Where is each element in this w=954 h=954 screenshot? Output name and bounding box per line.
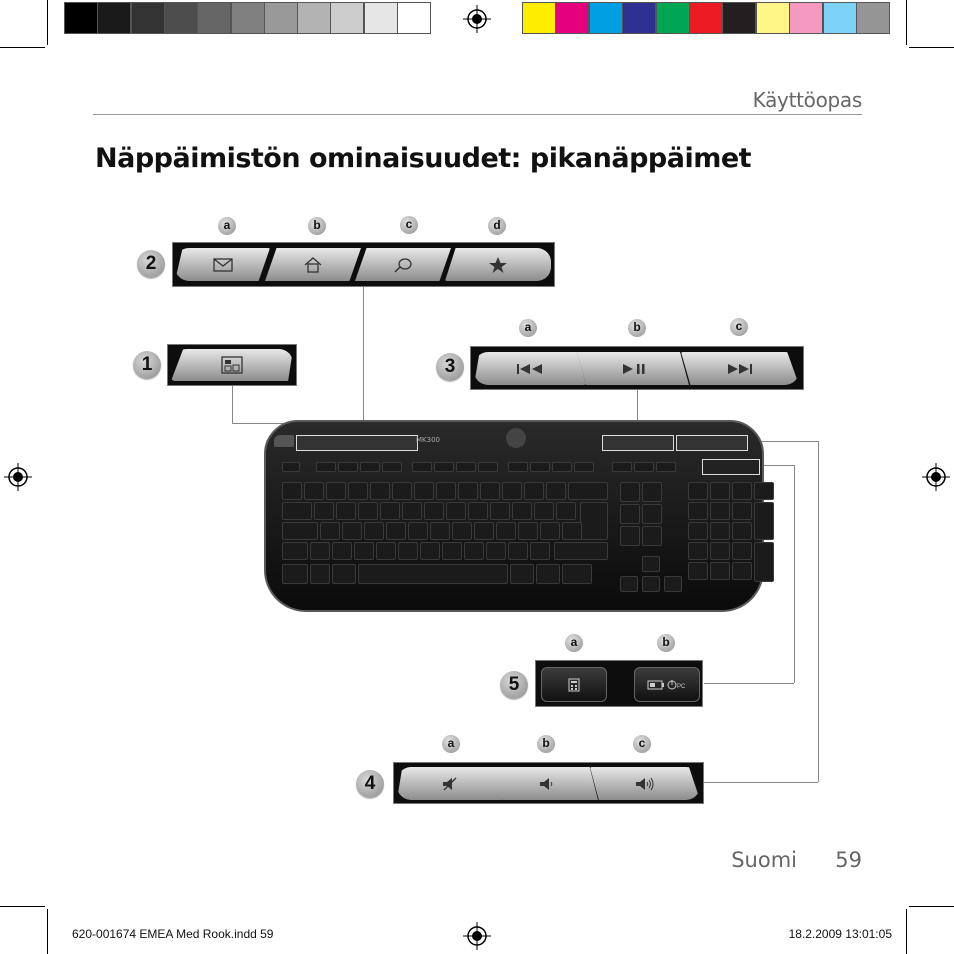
crop-mark <box>47 909 48 954</box>
keyboard-key <box>524 482 544 500</box>
registration-mark-icon <box>4 463 32 491</box>
keyboard-key <box>320 522 340 540</box>
keyboard-key <box>562 522 582 540</box>
keyboard-key <box>688 522 708 540</box>
keyboard-key <box>304 482 324 500</box>
keyboard-key <box>620 504 640 524</box>
keyboard-key <box>508 542 528 560</box>
process-swatch <box>823 2 857 34</box>
gray-swatch <box>97 2 131 34</box>
keyboard-key <box>338 462 358 472</box>
keyboard-key <box>710 502 730 520</box>
keyboard-key <box>530 542 550 560</box>
keyboard-key <box>556 502 576 520</box>
volume-keys-strip <box>393 762 704 804</box>
keyboard-key <box>442 542 462 560</box>
volume-up-key[interactable] <box>590 767 700 800</box>
keyboard-key <box>360 462 380 472</box>
connector-line <box>704 782 818 783</box>
media-controls-strip <box>470 346 804 390</box>
keyboard-key <box>710 522 730 540</box>
label-2d: d <box>488 217 506 235</box>
label-5b: b <box>657 634 675 652</box>
keyboard-key <box>326 482 346 500</box>
process-swatch <box>722 2 756 34</box>
keyboard-key <box>282 462 300 472</box>
crop-mark <box>906 909 907 954</box>
keyboard-key <box>620 526 640 546</box>
next-track-key[interactable] <box>681 352 799 385</box>
keyboard-key <box>382 462 402 472</box>
volume-controls-highlight <box>676 435 748 451</box>
internet-keys-highlight <box>296 435 418 451</box>
label-3a: a <box>519 319 537 337</box>
star-icon <box>488 256 508 274</box>
keyboard-key <box>620 576 638 592</box>
crop-mark <box>906 0 907 45</box>
keyboard-key <box>642 504 662 524</box>
keyboard-key <box>732 522 752 540</box>
keyboard-key <box>282 482 302 500</box>
keyboard-key <box>332 564 356 584</box>
process-swatch <box>555 2 589 34</box>
keyboard-key <box>732 482 752 500</box>
favorite-key[interactable] <box>445 248 551 281</box>
keyboard-key <box>468 502 488 520</box>
crop-mark <box>0 906 45 907</box>
keyboard-key <box>456 462 476 472</box>
gray-swatch <box>164 2 198 34</box>
gray-swatch <box>297 2 331 34</box>
keyboard-key <box>392 482 412 500</box>
keyboard-key <box>486 542 506 560</box>
connector-line <box>794 465 795 683</box>
keyboard-key <box>370 482 390 500</box>
mute-key[interactable] <box>397 767 503 800</box>
keyboard-key <box>574 462 594 472</box>
keyboard-key <box>562 564 592 584</box>
search-key[interactable] <box>355 248 451 281</box>
keyboard-key <box>446 502 466 520</box>
keyboard-key <box>358 564 508 584</box>
keyboard-key <box>688 502 708 520</box>
keyboard-key <box>512 502 532 520</box>
keyboard-key <box>642 576 660 592</box>
callout-1: 1 <box>133 351 161 379</box>
keyboard-key <box>754 542 774 582</box>
keyboard-key <box>402 502 422 520</box>
previous-track-key[interactable] <box>474 352 586 385</box>
keyboard-key <box>496 522 516 540</box>
gray-swatch <box>330 2 364 34</box>
keyboard-key <box>380 502 400 520</box>
keyboard-key <box>458 482 478 500</box>
keyboard-key <box>478 462 498 472</box>
label-3c: c <box>730 318 748 336</box>
process-swatch <box>789 2 823 34</box>
logitech-logo-icon <box>506 428 526 448</box>
keyboard-key <box>424 502 444 520</box>
keyboard-key <box>434 462 454 472</box>
keyboard-image <box>264 420 764 612</box>
crop-mark <box>909 47 954 48</box>
keyboard-key <box>414 482 434 500</box>
media-key-highlight <box>274 435 294 447</box>
keyboard-key <box>282 564 308 584</box>
keyboard-key <box>436 482 456 500</box>
keyboard-key <box>420 542 440 560</box>
key-grid <box>282 460 752 600</box>
keyboard-key <box>568 482 608 500</box>
registration-mark-icon <box>463 5 491 33</box>
keyboard-key <box>386 522 406 540</box>
footer-page-number: 59 <box>835 848 862 872</box>
model-label: MK300 <box>416 436 440 444</box>
label-2a: a <box>218 217 236 235</box>
battery-status-key[interactable] <box>634 667 700 702</box>
media-controls-highlight <box>602 435 674 451</box>
gray-swatch <box>397 2 431 34</box>
keyboard-key <box>546 482 566 500</box>
play-pause-icon <box>619 363 647 375</box>
utility-keys-strip <box>535 660 703 707</box>
keyboard-key <box>452 522 472 540</box>
keyboard-key <box>612 462 632 472</box>
process-swatch <box>522 2 556 34</box>
keyboard-key <box>508 462 528 472</box>
slug-datetime: 18.2.2009 13:01:05 <box>788 927 892 941</box>
volume-down-icon <box>539 777 553 791</box>
keyboard-key <box>688 542 708 560</box>
keyboard-key <box>540 522 560 540</box>
volume-up-icon <box>635 777 655 791</box>
process-swatch <box>622 2 656 34</box>
internet-keys-strip <box>172 242 555 287</box>
gray-swatch <box>64 2 98 34</box>
keyboard-key <box>282 502 312 520</box>
keyboard-key <box>688 482 708 500</box>
email-key[interactable] <box>175 248 270 281</box>
previous-track-icon <box>516 363 544 375</box>
process-swatch <box>589 2 623 34</box>
guide-label: Käyttöopas <box>752 88 862 112</box>
keyboard-key <box>754 502 774 540</box>
keyboard-key <box>710 542 730 560</box>
page-title: Näppäimistön ominaisuudet: pikanäppäimet <box>95 143 752 174</box>
keyboard-key <box>314 502 334 520</box>
label-4b: b <box>537 735 555 753</box>
label-4c: c <box>633 735 651 753</box>
keyboard-key <box>282 522 318 540</box>
connector-line <box>704 683 794 684</box>
gray-swatch <box>364 2 398 34</box>
keyboard-key <box>518 522 538 540</box>
keyboard-key <box>376 542 396 560</box>
calculator-icon <box>568 678 580 692</box>
keyboard-key <box>732 542 752 560</box>
keyboard-key <box>348 482 368 500</box>
registration-mark-icon <box>463 922 491 950</box>
keyboard-key <box>490 502 510 520</box>
keyboard-key <box>336 502 356 520</box>
keyboard-key <box>332 542 352 560</box>
connector-line <box>363 287 364 434</box>
process-swatch <box>856 2 890 34</box>
calculator-key[interactable] <box>541 667 607 702</box>
next-track-icon <box>726 363 754 375</box>
keyboard-key <box>552 462 572 472</box>
process-swatch <box>756 2 790 34</box>
slug-filename: 620-001674 EMEA Med Rook.indd 59 <box>72 927 274 941</box>
keyboard-key <box>474 522 494 540</box>
keyboard-key <box>634 462 654 472</box>
crop-mark <box>0 47 45 48</box>
keyboard-key <box>510 564 534 584</box>
keyboard-key <box>642 526 662 546</box>
label-2b: b <box>308 217 326 235</box>
keyboard-key <box>342 522 362 540</box>
crop-mark <box>909 906 954 907</box>
keyboard-key <box>642 556 660 572</box>
keyboard-key <box>536 564 560 584</box>
gray-swatch <box>131 2 165 34</box>
keyboard-key <box>754 482 774 500</box>
keyboard-key <box>554 542 608 560</box>
label-2c: c <box>400 216 418 234</box>
keyboard-key <box>732 562 752 580</box>
footer-language: Suomi <box>731 848 797 872</box>
gray-swatch <box>231 2 265 34</box>
keyboard-key <box>408 522 428 540</box>
process-swatch <box>689 2 723 34</box>
callout-3: 3 <box>436 353 464 381</box>
keyboard-key <box>620 482 640 502</box>
connector-line <box>818 441 819 782</box>
keyboard-key <box>530 462 550 472</box>
keyboard-key <box>464 542 484 560</box>
search-icon <box>393 257 413 273</box>
keyboard-key <box>688 562 708 580</box>
keyboard-key <box>316 462 336 472</box>
keyboard-key <box>310 564 330 584</box>
media-player-icon <box>221 356 243 374</box>
keyboard-key <box>710 562 730 580</box>
callout-4: 4 <box>356 770 384 798</box>
home-key[interactable] <box>265 248 361 281</box>
keyboard-key <box>364 522 384 540</box>
keyboard-key <box>656 462 676 472</box>
callout-2: 2 <box>137 250 165 278</box>
keyboard-key <box>480 482 500 500</box>
process-swatch <box>656 2 690 34</box>
crop-mark <box>47 0 48 45</box>
keyboard-key <box>580 502 608 540</box>
header-divider <box>93 114 862 115</box>
media-player-key[interactable] <box>171 349 293 381</box>
media-key-strip <box>167 344 297 386</box>
connector-line <box>232 385 233 423</box>
keyboard-key <box>398 542 418 560</box>
keyboard-key <box>354 542 374 560</box>
keyboard-key <box>664 576 682 592</box>
keyboard-key <box>502 482 522 500</box>
keyboard-key <box>358 502 378 520</box>
volume-down-key[interactable] <box>494 767 598 800</box>
label-5a: a <box>565 634 583 652</box>
envelope-icon <box>213 258 233 272</box>
label-3b: b <box>628 319 646 337</box>
keyboard-key <box>282 542 308 560</box>
registration-mark-icon <box>922 463 950 491</box>
gray-swatch <box>264 2 298 34</box>
callout-5: 5 <box>500 671 528 699</box>
keyboard-key <box>430 522 450 540</box>
keyboard-key <box>642 482 662 502</box>
keyboard-key <box>412 462 432 472</box>
keyboard-key <box>710 482 730 500</box>
label-4a: a <box>442 735 460 753</box>
keyboard-key <box>732 502 752 520</box>
gray-swatch <box>197 2 231 34</box>
home-icon <box>303 257 323 273</box>
play-pause-key[interactable] <box>577 352 689 385</box>
svg-text:PC: PC <box>677 683 686 690</box>
keyboard-key <box>310 542 330 560</box>
battery-icon <box>647 679 687 691</box>
keyboard-key <box>534 502 554 520</box>
mute-icon <box>442 777 458 791</box>
